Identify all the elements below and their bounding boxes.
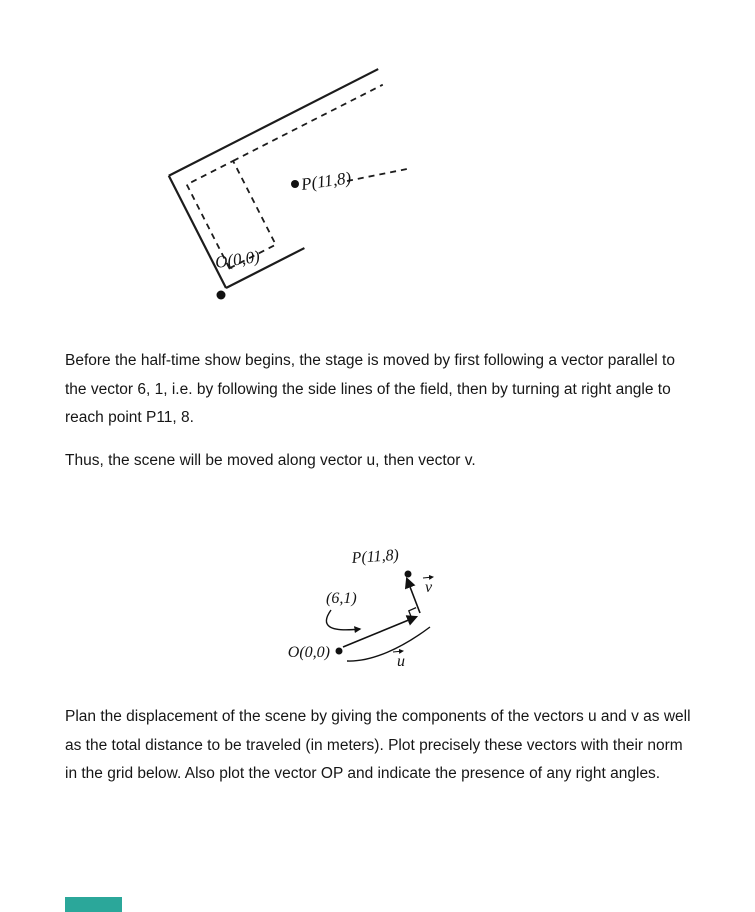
point-o-label: O(0,0) — [213, 246, 261, 272]
dashed-trail — [347, 169, 407, 181]
direction-curved-arrow — [326, 610, 360, 630]
field-diagram-figure — [0, 0, 755, 330]
grid-preview — [65, 897, 122, 912]
vector-v-arrow — [407, 579, 420, 613]
point-o-dot — [217, 291, 226, 300]
point-p-label: P(11,8) — [299, 168, 353, 194]
vector-diagram-figure — [0, 530, 755, 690]
v-overbar-arrow-icon — [423, 577, 433, 578]
point-p-dot — [405, 571, 412, 578]
vector-u-label: u — [397, 653, 405, 670]
grid-preview-bar — [65, 897, 122, 912]
u-overbar-arrow-icon — [393, 651, 403, 652]
point-o-dot — [336, 648, 343, 655]
paragraph-problem-setup: Before the half-time show begins, the stage is moved by first following a vector parallel to the vector 6, 1, i.e. by following the side lines of the field, then by turning at right angle to reach point P11, 8. — [65, 352, 675, 426]
vector-v-label: v — [425, 579, 433, 596]
point-p-dot — [291, 180, 299, 188]
u-underbrace-curve — [347, 627, 430, 661]
vector-components-label: (6,1) — [326, 590, 357, 607]
stage-path-dashed-line — [233, 85, 383, 161]
point-p-label: P(11,8) — [351, 546, 400, 567]
vector-u-arrow — [343, 617, 416, 647]
paragraph-vectors-intro: Thus, the scene will be moved along vector u, then vector v. — [65, 452, 476, 469]
paragraph-task-instructions: Plan the displacement of the scene by giving the components of the vectors u and v as well as the total distance to be traveled (in meters). Plot precisely these vectors with their norm in the grid below. Also plot the vector OP and indicate the presence of any right angles. — [65, 708, 691, 782]
point-o-label: O(0,0) — [287, 644, 330, 661]
